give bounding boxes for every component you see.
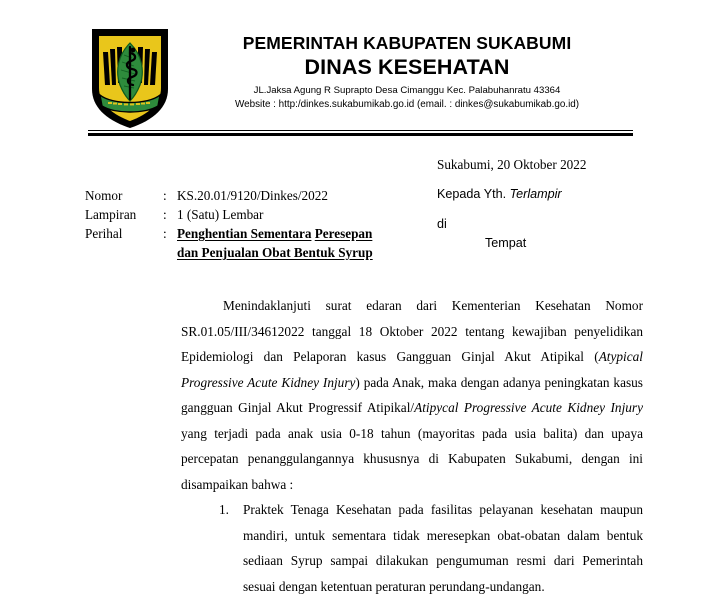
recipient-prefix: Kepada Yth. — [437, 186, 507, 201]
government-name: PEMERINTAH KABUPATEN SUKABUMI — [242, 33, 572, 53]
department-name: DINAS KESEHATAN — [304, 54, 510, 79]
letter-subject-value-line2 — [177, 243, 405, 262]
divider-thick-line — [88, 133, 633, 136]
letter-body — [181, 293, 643, 599]
body-text-segment-1: Menindaklanjuti surat edaran dari Kementerian Kesehatan Nomor SR.01.05/III/34612022 tanggal 18 Oktober 2022 tentang kewajiban penyelidikan Epidemiologi dan Pelaporan kasus Gangguan Ginjal Akut Atipikal ( — [181, 298, 643, 365]
divider-thin-line — [88, 130, 633, 131]
body-paragraph-1 — [181, 293, 643, 497]
subject-part-3: dan Penjualan Obat Bentuk Syrup — [177, 245, 373, 260]
recipient-name: Terlampir — [509, 186, 562, 201]
recipient-at-label: di — [437, 216, 447, 231]
letter-attachment-row — [85, 205, 405, 224]
body-text-segment-3: yang terjadi pada anak usia 0-18 tahun (mayoritas pada usia balita) dan upaya percepatan penanggulangannya khususnya di Kabupaten Sukabumi, dengan ini disampaikan bahwa : — [181, 425, 643, 492]
letter-place-date: Sukabumi, 20 Oktober 2022 — [437, 157, 587, 172]
letter-reference-block — [85, 186, 405, 262]
recipient-line — [437, 185, 707, 204]
letterhead — [0, 0, 720, 128]
letterhead-divider — [88, 130, 633, 137]
letter-subject-colon: : — [163, 226, 167, 241]
letter-attachment-value: 1 (Satu) Lembar — [177, 207, 264, 222]
letter-subject-row — [85, 224, 405, 243]
body-text-segment-2: ) pada Anak, maka dengan adanya peningkatan kasus gangguan Ginjal Akut Progressif Atipikal/ — [181, 374, 643, 416]
addressee-block — [437, 155, 707, 250]
letter-attachment-colon: : — [163, 207, 167, 222]
letter-subject-value-line1 — [177, 224, 405, 243]
kabupaten-sukabumi-coat-of-arms-icon — [88, 27, 172, 130]
letter-number-row — [85, 186, 405, 205]
office-website-email: Website : http:/dinkes.sukabumikab.go.id (email. : dinkes@sukabumikab.go.id) — [234, 99, 580, 111]
list-item — [181, 497, 643, 599]
letter-number-value: KS.20.01/9120/Dinkes/2022 — [177, 188, 328, 203]
body-italic-term-2: Atipycal Progressive Acute Kidney Injury — [414, 400, 643, 416]
letter-number-label: Nomor — [85, 188, 123, 203]
letter-number-colon: : — [163, 188, 167, 203]
subject-part-1: Penghentian Sementara — [177, 226, 312, 241]
recipient-place: Tempat — [485, 235, 527, 250]
office-address: JL.Jaksa Agung R Suprapto Desa Cimanggu Kec. Palabuhanratu 43364 — [253, 85, 561, 97]
body-numbered-list — [181, 497, 643, 599]
list-item-text: Praktek Tenaga Kesehatan pada fasilitas pelayanan kesehatan maupun mandiri, untuk sementara tidak meresepkan obat-obatan dalam bentuk sediaan Syrup sampai dilakukan pengumuman resmi dari Pemerintah sesuai dengan ketentuan peraturan perundang-undangan. — [243, 502, 643, 594]
list-item-number: 1. — [219, 502, 229, 518]
subject-part-2: Peresepan — [314, 226, 373, 241]
letter-subject-label: Perihal — [85, 226, 123, 241]
letter-attachment-label: Lampiran — [85, 207, 137, 222]
body-italic-term-1: Atypical Progressive Acute Kidney Injury — [181, 349, 643, 390]
letterhead-text — [172, 33, 642, 113]
